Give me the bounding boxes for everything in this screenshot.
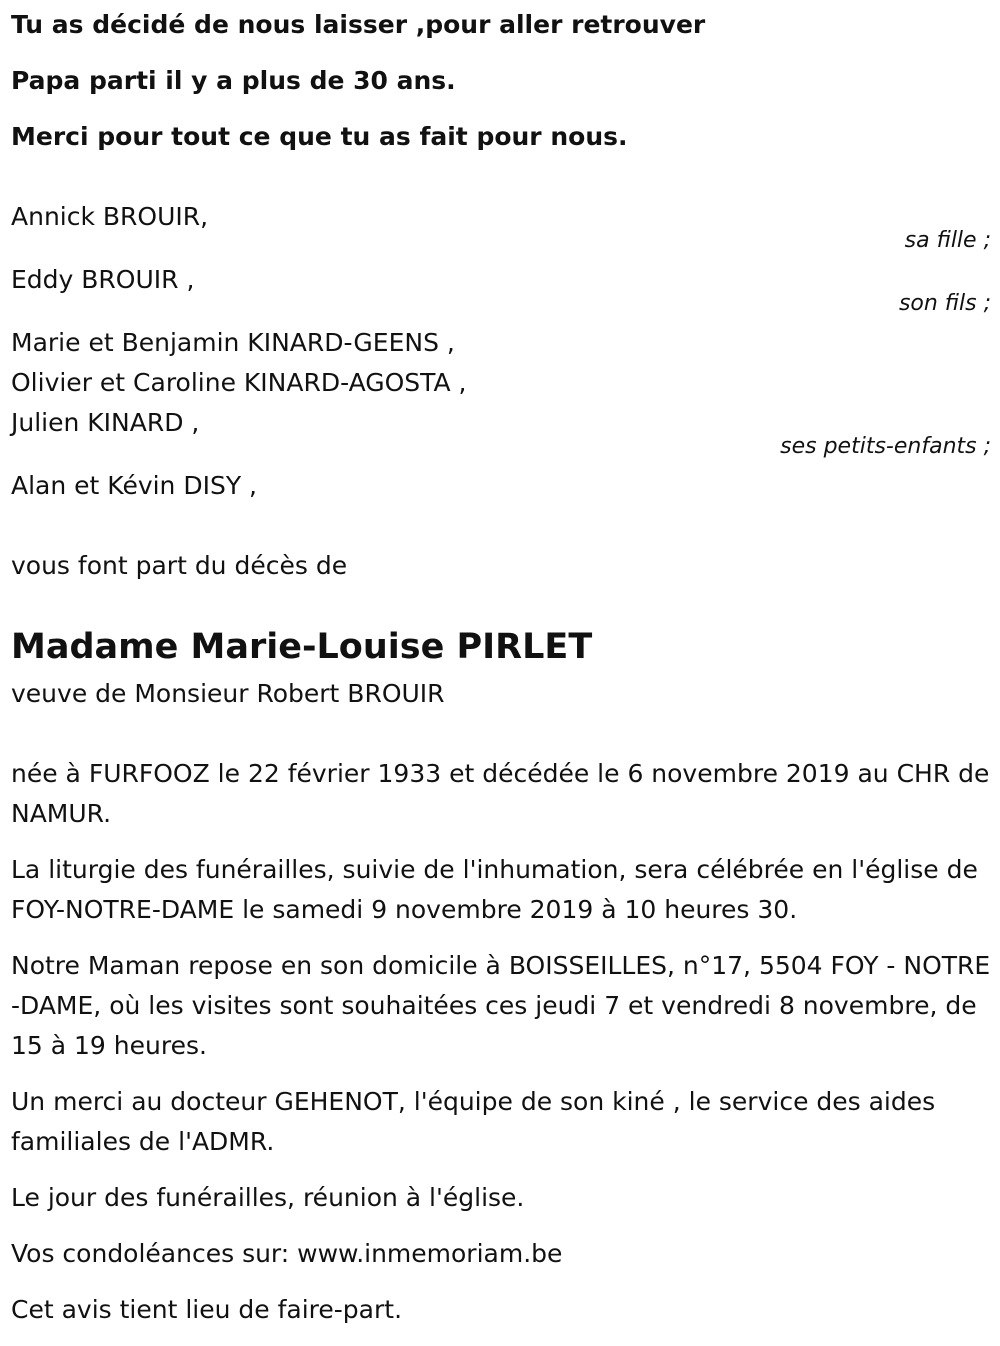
family-member-daughter: Annick BROUIR, xyxy=(11,202,209,231)
notice-paragraph: Cet avis tient lieu de faire-part. xyxy=(11,1295,403,1324)
intro-line-1: Tu as décidé de nous laisser ,pour aller retrouver xyxy=(11,10,706,39)
thanks-paragraph: Un merci au docteur GEHENOT, l'équipe de son kiné , le service des aides familiales de l'ADMR. xyxy=(11,1087,936,1156)
intro-line-2: Papa parti il y a plus de 30 ans. xyxy=(11,66,456,95)
relation-grandchildren: ses petits-enfants ; xyxy=(780,434,991,459)
liturgy-paragraph: La liturgie des funérailles, suivie de l'inhumation, sera célébrée en l'église de FOY-NOTRE-DAME le samedi 9 novembre 2019 à 10 heures 30. xyxy=(11,855,978,924)
intro-line-3: Merci pour tout ce que tu as fait pour nous. xyxy=(11,122,628,151)
announcement: vous font part du décès de xyxy=(11,551,348,580)
meeting-paragraph: Le jour des funérailles, réunion à l'église. xyxy=(11,1183,525,1212)
family-member-others: Alan et Kévin DISY , xyxy=(11,471,258,500)
grandchild-2: Olivier et Caroline KINARD-AGOSTA , xyxy=(11,368,467,397)
relation-daughter: sa fille ; xyxy=(904,228,991,253)
grandchild-1: Marie et Benjamin KINARD-GEENS , xyxy=(11,328,455,357)
deceased-name: Madame Marie-Louise PIRLET xyxy=(11,627,593,667)
rest-paragraph: Notre Maman repose en son domicile à BOISSEILLES, n°17, 5504 FOY - NOTRE -DAME, où les visites sont souhaitées ces jeudi 7 et vendredi 8 novembre, de 15 à 19 heures. xyxy=(11,951,991,1060)
condolences-paragraph: Vos condoléances sur: www.inmemoriam.be xyxy=(11,1239,563,1268)
family-member-son: Eddy BROUIR , xyxy=(11,265,195,294)
relation-son: son fils ; xyxy=(898,291,991,316)
grandchild-3: Julien KINARD , xyxy=(11,408,200,437)
widow-of: veuve de Monsieur Robert BROUIR xyxy=(11,679,445,708)
birth-death-paragraph: née à FURFOOZ le 22 février 1933 et décédée le 6 novembre 2019 au CHR de NAMUR. xyxy=(11,759,990,828)
